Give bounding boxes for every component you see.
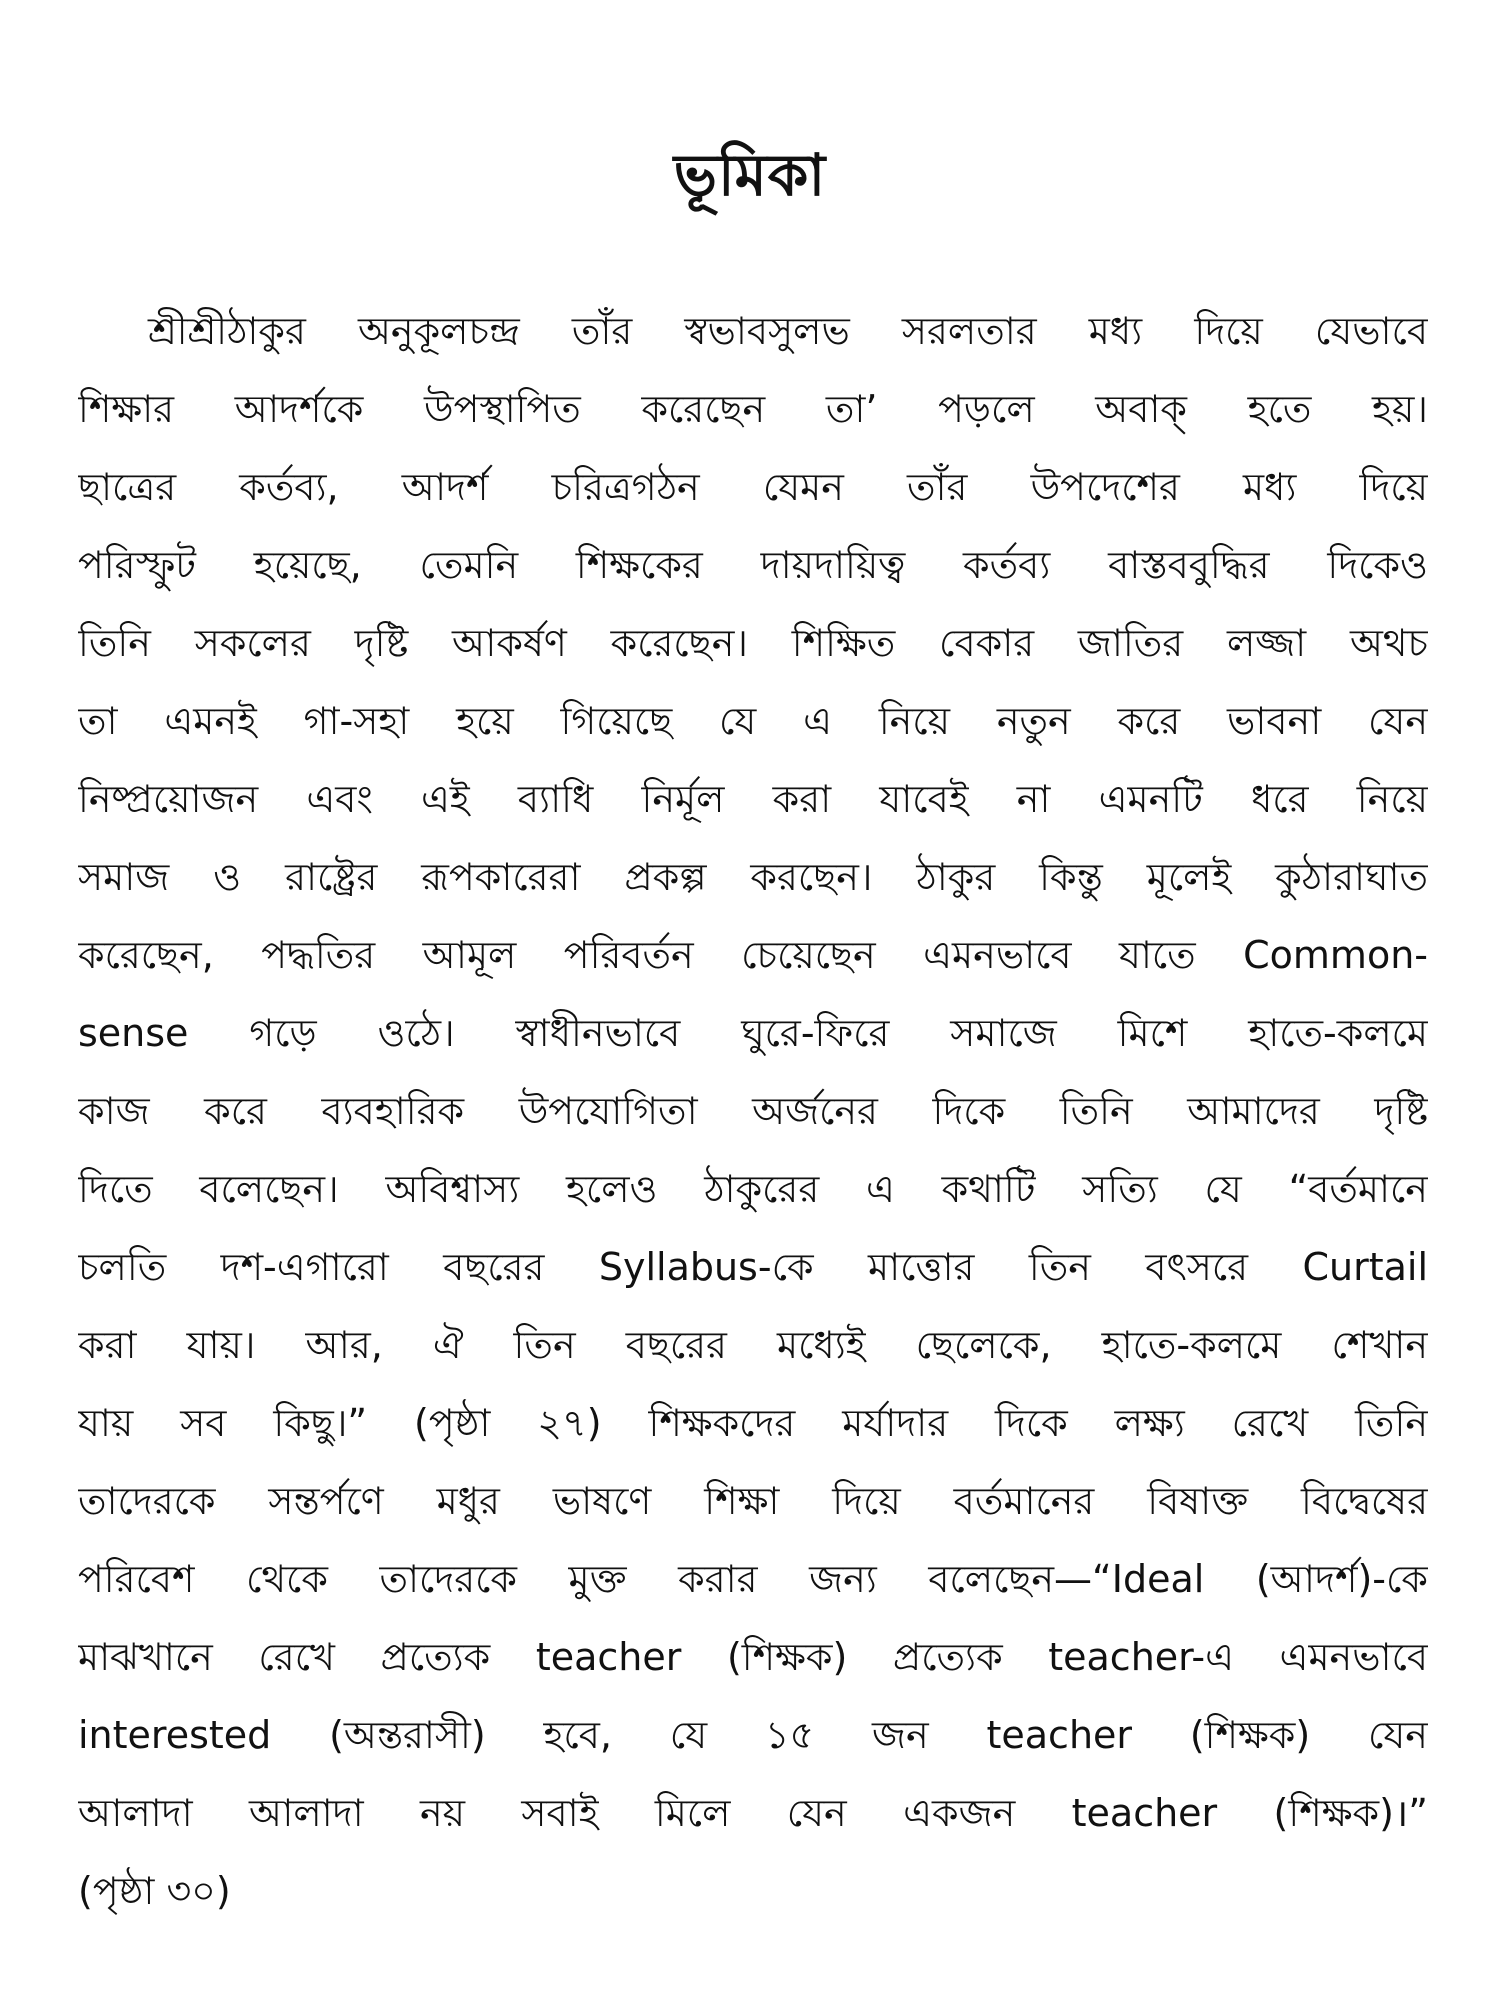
paragraph-line: দিতে বলেছেন। অবিশ্বাস্য হলেও ঠাকুরের এ কথাটি সত্যি যে “বর্তমানে xyxy=(78,1167,1428,1211)
paragraph-line: যায় সব কিছু।” (পৃষ্ঠা ২৭) শিক্ষকদের মর্যাদার দিকে লক্ষ্য রেখে তিনি xyxy=(78,1401,1428,1445)
page-reference: (পৃষ্ঠা ৩০) xyxy=(78,1869,231,1913)
paragraph-line: পরিস্ফুট হয়েছে, তেমনি শিক্ষকের দায়দায়িত্ব কর্তব্য বাস্তববুদ্ধির দিকেও xyxy=(78,543,1428,587)
paragraph-line: তিনি সকলের দৃষ্টি আকর্ষণ করেছেন। শিক্ষিত বেকার জাতির লজ্জা অথচ xyxy=(78,621,1428,665)
body-paragraph xyxy=(78,292,1428,1930)
paragraph-line: শ্রীশ্রীঠাকুর অনুকূলচন্দ্র তাঁর স্বভাবসুলভ সরলতার মধ্য দিয়ে যেভাবে xyxy=(148,309,1428,353)
paragraph-line: শিক্ষার আদর্শকে উপস্থাপিত করেছেন তা’ পড়লে অবাক্ হতে হয়। xyxy=(78,387,1428,431)
paragraph-line: ছাত্রের কর্তব্য, আদর্শ চরিত্রগঠন যেমন তাঁর উপদেশের মধ্য দিয়ে xyxy=(78,465,1428,509)
paragraph-line: পরিবেশ থেকে তাদেরকে মুক্ত করার জন্য বলেছেন—“Ideal (আদর্শ)-কে xyxy=(78,1557,1428,1601)
paragraph-line: interested (অন্তরাসী) হবে, যে ১৫ জন teacher (শিক্ষক) যেন xyxy=(78,1713,1428,1757)
paragraph-line: মাঝখানে রেখে প্রত্যেক teacher (শিক্ষক) প্রত্যেক teacher-এ এমনভাবে xyxy=(78,1635,1428,1679)
paragraph-line: sense গড়ে ওঠে। স্বাধীনভাবে ঘুরে-ফিরে সমাজে মিশে হাতে-কলমে xyxy=(78,1011,1428,1055)
paragraph-line: আলাদা আলাদা নয় সবাই মিলে যেন একজন teacher (শিক্ষক)।” xyxy=(78,1791,1428,1835)
paragraph-line: তা এমনই গা-সহা হয়ে গিয়েছে যে এ নিয়ে নতুন করে ভাবনা যেন xyxy=(78,699,1428,743)
paragraph-line: তাদেরকে সন্তর্পণে মধুর ভাষণে শিক্ষা দিয়ে বর্তমানের বিষাক্ত বিদ্বেষের xyxy=(78,1479,1428,1523)
page-title: ভূমিকা xyxy=(673,141,827,209)
paragraph-line: করেছেন, পদ্ধতির আমূল পরিবর্তন চেয়েছেন এমনভাবে যাতে Common- xyxy=(78,933,1428,977)
paragraph-line: চলতি দশ-এগারো বছরের Syllabus-কে মাত্তোর তিন বৎসরে Curtail xyxy=(78,1245,1428,1289)
paragraph-line: করা যায়। আর, ঐ তিন বছরের মধ্যেই ছেলেকে, হাতে-কলমে শেখান xyxy=(78,1323,1428,1367)
paragraph-line: সমাজ ও রাষ্ট্রের রূপকারেরা প্রকল্প করছেন। ঠাকুর কিন্তু মূলেই কুঠারাঘাত xyxy=(78,855,1428,899)
paragraph-line: নিষ্প্রয়োজন এবং এই ব্যাধি নির্মূল করা যাবেই না এমনটি ধরে নিয়ে xyxy=(78,777,1428,821)
paragraph-line: কাজ করে ব্যবহারিক উপযোগিতা অর্জনের দিকে তিনি আমাদের দৃষ্টি xyxy=(78,1089,1428,1133)
